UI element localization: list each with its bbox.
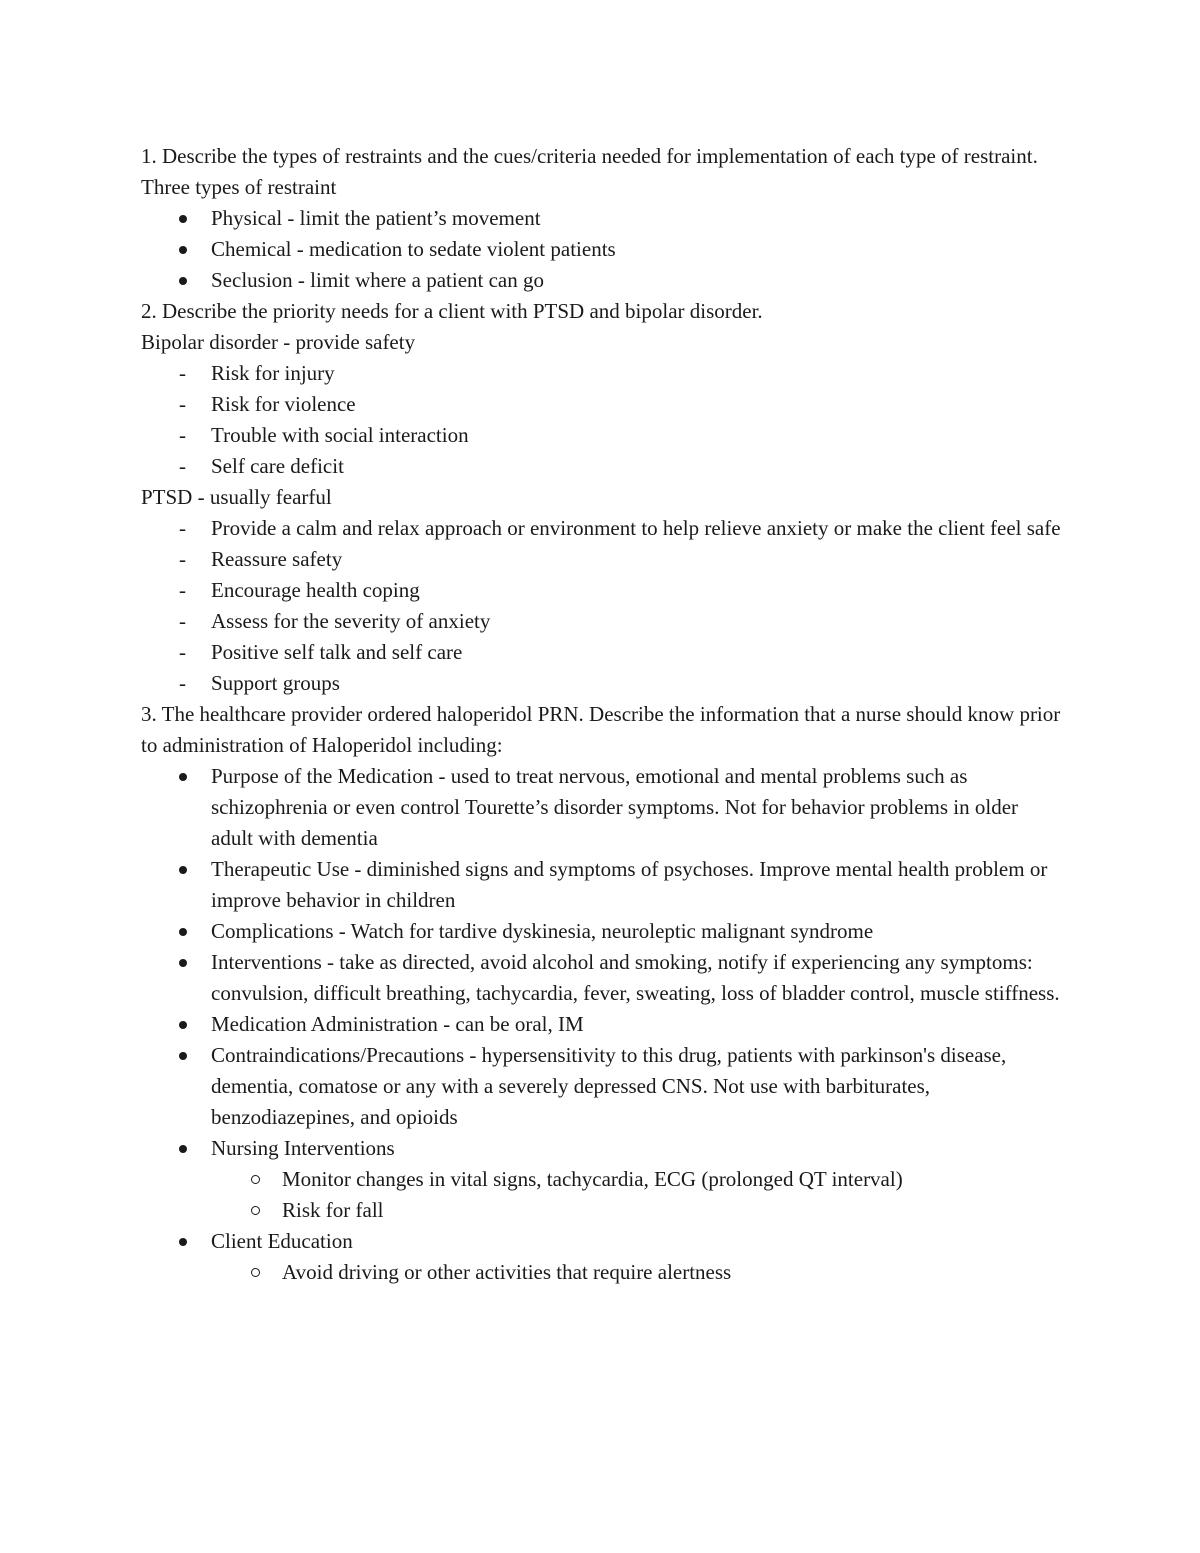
list-item: Risk for fall <box>141 1195 1061 1226</box>
bullet-icon <box>179 1021 187 1029</box>
bipolar-heading: Bipolar disorder - provide safety <box>141 330 416 354</box>
circle-bullet-icon <box>251 1206 260 1215</box>
dash-icon: - <box>179 361 186 385</box>
list-item: Therapeutic Use - diminished signs and symptoms of psychoses. Improve mental health problem or improve behavior in children <box>141 854 1061 916</box>
bullet-icon <box>179 928 187 936</box>
document-page <box>141 141 1061 1288</box>
list-item: Client Education <box>141 1226 1061 1257</box>
bullet-icon <box>179 277 187 285</box>
bullet-icon <box>179 1052 187 1060</box>
list-item: Nursing Interventions <box>141 1133 1061 1164</box>
dash-icon: - <box>179 609 186 633</box>
bullet-icon <box>179 215 187 223</box>
list-item: - Assess for the severity of anxiety <box>141 606 1061 637</box>
dash-icon: - <box>179 423 186 447</box>
list-item: Purpose of the Medication - used to treat nervous, emotional and mental problems such as schizophrenia or even control Tourette’s disorder symptoms. Not for behavior problems in older adult with dementia <box>141 761 1061 854</box>
list-item: - Encourage health coping <box>141 575 1061 606</box>
list-item: Seclusion - limit where a patient can go <box>141 265 1061 296</box>
dash-icon: - <box>179 516 186 540</box>
list-item: Contraindications/Precautions - hypersensitivity to this drug, patients with parkinson's disease, dementia, comatose or any with a severely depressed CNS. Not use with barbiturates, benzodiazepines, and opioids <box>141 1040 1061 1133</box>
ptsd-heading: PTSD - usually fearful <box>141 485 332 509</box>
question-3: 3. The healthcare provider ordered haloperidol PRN. Describe the information that a nurse should know prior to administration of Haloperidol including: <box>141 702 1061 757</box>
list-item: - Provide a calm and relax approach or environment to help relieve anxiety or make the client feel safe <box>141 513 1061 544</box>
list-item: Complications - Watch for tardive dyskinesia, neuroleptic malignant syndrome <box>141 916 1061 947</box>
list-item: - Positive self talk and self care <box>141 637 1061 668</box>
bullet-icon <box>179 1145 187 1153</box>
dash-icon: - <box>179 547 186 571</box>
dash-icon: - <box>179 578 186 602</box>
list-item: Chemical - medication to sedate violent patients <box>141 234 1061 265</box>
dash-icon: - <box>179 454 186 478</box>
bullet-icon <box>179 773 187 781</box>
list-item: Physical - limit the patient’s movement <box>141 203 1061 234</box>
list-item: Medication Administration - can be oral, IM <box>141 1009 1061 1040</box>
list-item: - Trouble with social interaction <box>141 420 1061 451</box>
dash-icon: - <box>179 671 186 695</box>
question-2: 2. Describe the priority needs for a client with PTSD and bipolar disorder. <box>141 299 763 323</box>
dash-icon: - <box>179 392 186 416</box>
bullet-icon <box>179 959 187 967</box>
bullet-icon <box>179 246 187 254</box>
circle-bullet-icon <box>251 1268 260 1277</box>
list-item: - Risk for injury <box>141 358 1061 389</box>
list-item: - Reassure safety <box>141 544 1061 575</box>
restraint-intro: Three types of restraint <box>141 175 337 199</box>
list-item: - Support groups <box>141 668 1061 699</box>
list-item: - Risk for violence <box>141 389 1061 420</box>
list-item: Avoid driving or other activities that require alertness <box>141 1257 1061 1288</box>
circle-bullet-icon <box>251 1175 260 1184</box>
question-1: 1. Describe the types of restraints and the cues/criteria needed for implementation of each type of restraint. <box>141 144 1038 168</box>
list-item: Monitor changes in vital signs, tachycardia, ECG (prolonged QT interval) <box>141 1164 1061 1195</box>
bullet-icon <box>179 1238 187 1246</box>
list-item: - Self care deficit <box>141 451 1061 482</box>
list-item: Interventions - take as directed, avoid alcohol and smoking, notify if experiencing any symptoms: convulsion, difficult breathing, tachycardia, fever, sweating, loss of bladder control, muscle stiffness. <box>141 947 1061 1009</box>
bullet-icon <box>179 866 187 874</box>
dash-icon: - <box>179 640 186 664</box>
